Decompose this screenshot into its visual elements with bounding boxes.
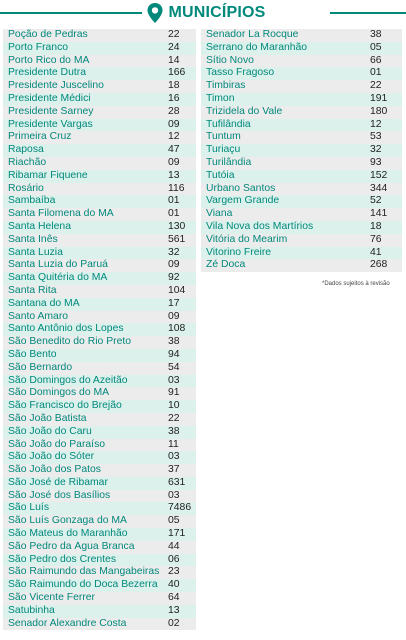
case-count: 03 — [168, 374, 180, 386]
case-count: 561 — [168, 233, 186, 245]
municipality-name: São João Batista — [8, 412, 87, 424]
municipality-name: São Pedro da Água Branca — [8, 540, 135, 552]
case-count: 166 — [168, 67, 186, 79]
table-row — [201, 55, 402, 68]
case-count: 66 — [370, 54, 382, 66]
municipality-name: Presidente Sarney — [8, 105, 94, 117]
table-row — [3, 336, 196, 349]
table-row — [3, 566, 196, 579]
case-count: 05 — [168, 515, 180, 527]
table-row — [3, 272, 196, 285]
table-row — [3, 375, 196, 388]
case-count: 11 — [168, 438, 179, 450]
case-count: 94 — [168, 348, 180, 360]
page-title: MUNICÍPIOS — [168, 4, 266, 21]
table-row — [3, 29, 196, 42]
table-row — [3, 42, 196, 55]
table-row — [201, 144, 402, 157]
municipality-name: Raposa — [8, 144, 44, 156]
municipality-name: São Mateus do Maranhão — [8, 528, 128, 540]
case-count: 14 — [168, 54, 180, 66]
case-count: 344 — [370, 182, 388, 194]
case-count: 191 — [370, 92, 388, 104]
case-count: 152 — [370, 169, 388, 181]
case-count: 28 — [168, 105, 180, 117]
table-row — [3, 451, 196, 464]
revision-note: *Dados sujeitos à revisão — [322, 281, 390, 287]
municipality-name: Santa Rita — [8, 284, 57, 296]
table-row — [201, 67, 402, 80]
municipality-list-left — [3, 29, 196, 630]
case-count: 93 — [370, 156, 382, 168]
municipality-name: Tufilândia — [206, 118, 251, 130]
case-count: 64 — [168, 592, 180, 604]
municipality-name: Presidente Médici — [8, 92, 91, 104]
municipality-name: Riachão — [8, 156, 47, 168]
case-count: 38 — [370, 29, 382, 40]
municipality-name: Santo Antônio dos Lopes — [8, 323, 124, 335]
municipality-name: Santana do MA — [8, 297, 80, 309]
table-row — [3, 298, 196, 311]
case-count: 47 — [168, 144, 180, 156]
table-row — [3, 554, 196, 567]
case-count: 05 — [370, 41, 382, 53]
municipality-name: Senador La Rocque — [206, 29, 299, 40]
municipality-name: Vargem Grande — [206, 195, 280, 207]
table-row — [201, 247, 402, 260]
table-row — [3, 93, 196, 106]
case-count: 37 — [168, 464, 180, 476]
municipality-name: Santa Quitéria do MA — [8, 272, 108, 284]
municipality-name: Sítio Novo — [206, 54, 254, 66]
table-row — [201, 131, 402, 144]
municipality-name: Presidente Vargas — [8, 118, 93, 130]
table-row — [3, 515, 196, 528]
municipality-name: Santa Filomena do MA — [8, 208, 114, 220]
municipality-name: São Luís — [8, 502, 50, 514]
case-count: 104 — [168, 284, 186, 296]
case-count: 01 — [370, 67, 382, 79]
case-count: 76 — [370, 233, 382, 245]
municipality-name: São José dos Basílios — [8, 489, 111, 501]
case-count: 268 — [370, 259, 388, 271]
case-count: 116 — [168, 182, 185, 194]
table-row — [3, 413, 196, 426]
case-count: 10 — [168, 400, 180, 412]
case-count: 02 — [168, 617, 180, 629]
table-row — [3, 208, 196, 221]
table-row — [3, 234, 196, 247]
municipality-name: Presidente Dutra — [8, 67, 86, 79]
case-count: 09 — [168, 156, 180, 168]
case-count: 09 — [168, 259, 180, 271]
municipality-name: Santo Amaro — [8, 310, 69, 322]
table-row — [3, 439, 196, 452]
municipality-name: Senador Alexandre Costa — [8, 617, 127, 629]
municipality-name: São Domingos do MA — [8, 387, 110, 399]
municipality-list-right — [201, 29, 402, 272]
municipality-name: Porto Franco — [8, 41, 69, 53]
municipality-name: Vitória do Mearim — [206, 233, 288, 245]
case-count: 141 — [370, 208, 388, 220]
table-row — [201, 106, 402, 119]
table-row — [3, 106, 196, 119]
municipality-name: São João do Sóter — [8, 451, 95, 463]
table-row — [3, 80, 196, 93]
table-row — [3, 528, 196, 541]
table-row — [3, 502, 196, 515]
case-count: 12 — [168, 131, 180, 143]
case-count: 01 — [168, 208, 180, 220]
municipality-name: Poção de Pedras — [8, 29, 88, 40]
table-row — [3, 183, 196, 196]
table-row — [3, 605, 196, 618]
municipality-name: Tuntum — [206, 131, 241, 143]
municipality-name: Santa Inês — [8, 233, 58, 245]
table-row — [3, 490, 196, 503]
table-row — [3, 67, 196, 80]
table-row — [201, 119, 402, 132]
municipality-name: São João do Caru — [8, 425, 92, 437]
case-count: 108 — [168, 323, 186, 335]
case-count: 38 — [168, 336, 180, 348]
table-row — [3, 131, 196, 144]
table-row — [201, 234, 402, 247]
case-count: 54 — [168, 361, 180, 373]
municipality-name: Sambaíba — [8, 195, 56, 207]
municipality-name: Timon — [206, 92, 235, 104]
table-row — [201, 208, 402, 221]
case-count: 13 — [168, 604, 180, 616]
table-row — [201, 183, 402, 196]
table-row — [3, 55, 196, 68]
table-row — [3, 285, 196, 298]
case-count: 13 — [168, 169, 180, 181]
case-count: 41 — [370, 246, 382, 258]
case-count: 32 — [370, 144, 382, 156]
table-row — [3, 349, 196, 362]
municipality-name: Primeira Cruz — [8, 131, 72, 143]
case-count: 22 — [168, 412, 180, 424]
case-count: 7486 — [168, 502, 192, 514]
municipality-name: São José de Ribamar — [8, 476, 108, 488]
case-count: 12 — [370, 118, 382, 130]
table-row — [201, 80, 402, 93]
case-count: 180 — [370, 105, 388, 117]
municipality-name: Turiaçu — [206, 144, 241, 156]
table-row — [3, 119, 196, 132]
municipality-name: Tasso Fragoso — [206, 67, 275, 79]
municipality-name: São Francisco do Brejão — [8, 400, 122, 412]
table-row — [201, 170, 402, 183]
municipality-name: São João dos Patos — [8, 464, 102, 476]
table-row — [3, 592, 196, 605]
municipality-name: Presidente Juscelino — [8, 80, 104, 92]
table-row — [3, 400, 196, 413]
case-count: 171 — [168, 528, 186, 540]
municipality-name: Viana — [206, 208, 233, 220]
table-row — [3, 195, 196, 208]
case-count: 38 — [168, 425, 180, 437]
case-count: 22 — [370, 80, 382, 92]
table-row — [3, 579, 196, 592]
municipality-name: São João do Paraíso — [8, 438, 106, 450]
case-count: 24 — [168, 41, 180, 53]
table-row — [3, 247, 196, 260]
table-row — [3, 170, 196, 183]
table-row — [201, 195, 402, 208]
municipality-name: São Raimundo do Doca Bezerra — [8, 579, 158, 591]
municipality-name: Trizidela do Vale — [206, 105, 283, 117]
case-count: 44 — [168, 540, 180, 552]
municipality-name: Vitorino Freire — [206, 246, 272, 258]
header-rule-right — [330, 12, 406, 14]
municipality-name: Santa Luzia do Paruá — [8, 259, 108, 271]
case-count: 09 — [168, 310, 180, 322]
table-row — [3, 157, 196, 170]
table-row — [201, 93, 402, 106]
case-count: 22 — [168, 29, 180, 40]
table-row — [3, 541, 196, 554]
case-count: 17 — [168, 297, 180, 309]
table-row — [3, 311, 196, 324]
map-pin-icon — [146, 2, 164, 24]
table-row — [3, 144, 196, 157]
case-count: 18 — [370, 220, 382, 232]
municipality-name: São Luís Gonzaga do MA — [8, 515, 127, 527]
case-count: 03 — [168, 489, 180, 501]
municipality-name: São Bernardo — [8, 361, 73, 373]
case-count: 40 — [168, 579, 180, 591]
case-count: 16 — [168, 92, 180, 104]
case-count: 06 — [168, 553, 180, 565]
municipality-name: Urbano Santos — [206, 182, 276, 194]
case-count: 23 — [168, 566, 180, 578]
municipality-name: São Pedro dos Crentes — [8, 553, 117, 565]
case-count: 631 — [168, 476, 186, 488]
table-row — [3, 221, 196, 234]
municipality-name: São Vicente Ferrer — [8, 592, 96, 604]
table-row — [3, 387, 196, 400]
municipality-name: São Bento — [8, 348, 57, 360]
table-row — [201, 29, 402, 42]
case-count: 52 — [370, 195, 382, 207]
municipality-name: São Domingos do Azeitão — [8, 374, 128, 386]
municipality-name: São Raimundo das Mangabeiras — [8, 566, 160, 578]
table-row — [201, 259, 402, 272]
table-row — [3, 477, 196, 490]
table-row — [3, 259, 196, 272]
case-count: 18 — [168, 80, 180, 92]
case-count: 09 — [168, 118, 180, 130]
case-count: 91 — [168, 387, 180, 399]
table-row — [201, 221, 402, 234]
case-count: 32 — [168, 246, 180, 258]
municipality-name: Zé Doca — [206, 259, 246, 271]
case-count: 92 — [168, 272, 180, 284]
header-title-group — [142, 2, 269, 24]
table-row — [201, 157, 402, 170]
municipality-name: Porto Rico do MA — [8, 54, 90, 66]
municipality-name: Serrano do Maranhão — [206, 41, 308, 53]
municipality-name: Timbiras — [206, 80, 246, 92]
municipality-name: Vila Nova dos Martírios — [206, 220, 314, 232]
table-row — [3, 323, 196, 336]
table-row — [3, 618, 196, 631]
table-row — [3, 362, 196, 375]
municipality-name: Tutóia — [206, 169, 235, 181]
municipality-name: São Benedito do Rio Preto — [8, 336, 132, 348]
table-row — [201, 42, 402, 55]
header — [0, 0, 406, 26]
table-row — [3, 464, 196, 477]
municipality-name: Rosário — [8, 182, 44, 194]
case-count: 01 — [168, 195, 180, 207]
municipality-name: Santa Helena — [8, 220, 71, 232]
case-count: 03 — [168, 451, 180, 463]
municipality-name: Santa Luzia — [8, 246, 63, 258]
table-row — [3, 426, 196, 439]
municipality-name: Turilândia — [206, 156, 252, 168]
case-count: 130 — [168, 220, 186, 232]
municipality-name: Satubinha — [8, 604, 55, 616]
municipality-name: Ribamar Fiquene — [8, 169, 88, 181]
case-count: 53 — [370, 131, 382, 143]
